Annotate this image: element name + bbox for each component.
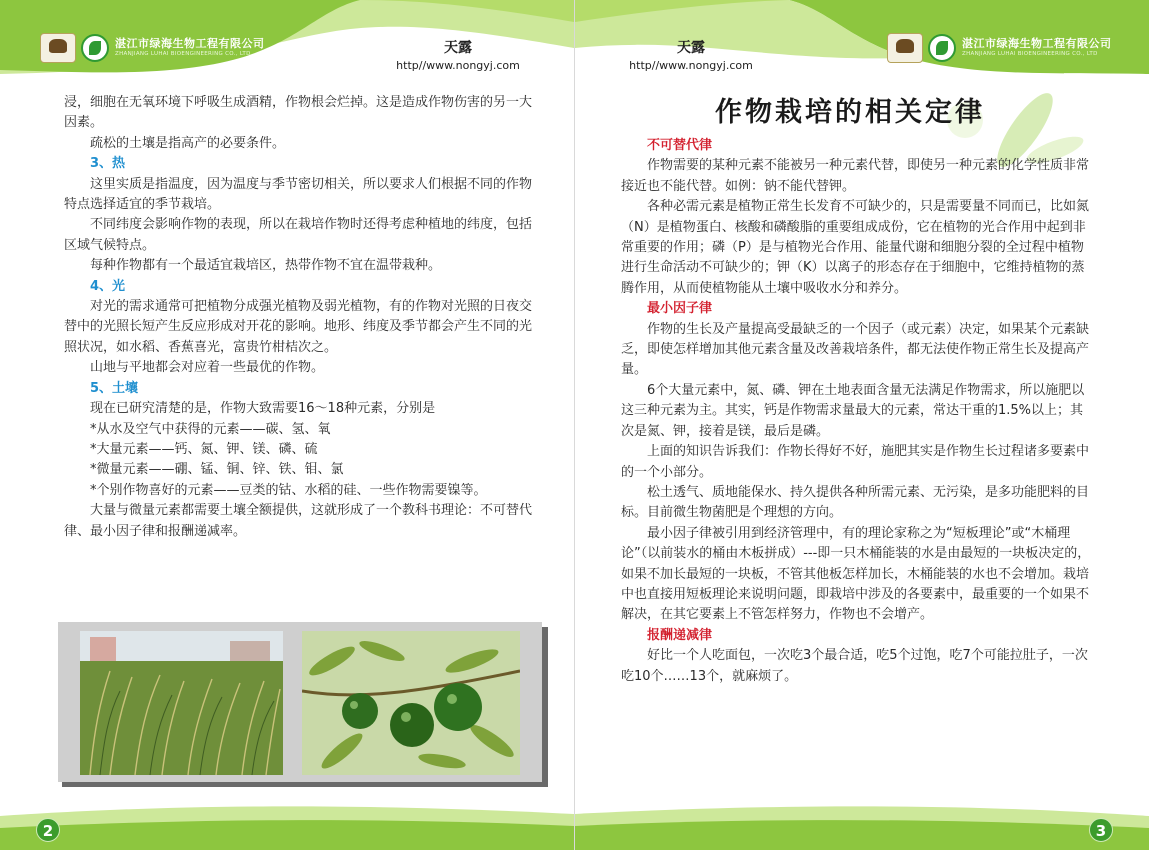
paragraph: 浸，细胞在无氧环境下呼吸生成酒精，作物根会烂掉。这是造成作物伤害的另一大因素。 — [64, 95, 533, 131]
paragraph: 最小因子律被引用到经济管理中，有的理论家称之为“短板理论”或“木桶理论”（以前装水的桶由木板拼成）---即一只木桶能装的水是由最短的一块板决定的，如果不加长最短的一块板，不管其他板怎样加长，木桶能装的水也不会增加。栽培中也直接用短板理论来说明问题，即栽培中涉及的各要素中，最重要的一个如果不解决，在其它要素上不管怎样努力，作物也不会增产。 — [621, 525, 1091, 623]
section-heading: 3、热 — [90, 156, 126, 172]
right-page-body — [621, 136, 1095, 687]
citrus-branch-photo — [302, 631, 520, 775]
paragraph: 山地与平地都会对应着一些最优的作物。 — [90, 360, 325, 376]
paragraph: 大量与微量元素都需要土壤全额提供，这就形成了一个教科书理论：不可替代律、最小因子律和报酬递减率。 — [64, 503, 533, 539]
section-heading: 不可替代律 — [647, 138, 713, 153]
section-heading: 报酬递减律 — [647, 627, 713, 643]
left-page — [0, 0, 574, 850]
left-page-body — [64, 93, 538, 542]
site-url: http//www.nongyj.com — [396, 59, 520, 72]
right-footer — [575, 790, 1149, 850]
right-header — [575, 0, 1149, 88]
paragraph: 对光的需求通常可把植物分成强光植物及弱光植物，有的作物对光照的日夜交替中的光照长短产生反应形成对开花的影响。地形、纬度及季节都会产生不同的光照状况，如水稻、香蕉喜光，富贵竹柑桔次之。 — [64, 299, 533, 355]
page-number-badge-right: 3 — [1089, 818, 1113, 842]
green-leaf-logo-icon — [81, 34, 109, 62]
company-brand — [40, 33, 265, 63]
paragraph: 6个大量元素中，氮、磷、钾在土地表面含量无法满足作物需求，所以施肥以这三种元素为主。其实，钙是作物需求量最大的元素，常达干重的1.5%以上；其次是氮、钾，接着是镁，最后是磷。 — [621, 382, 1085, 439]
paragraph: 这里实质是指温度，因为温度与季节密切相关，所以要求人们根据不同的作物特点选择适宜的季节栽培。 — [64, 176, 533, 213]
paragraph: 上面的知识告诉我们：作物长得好不好，施肥其实是作物生长过程诸多要素中的一个小部分。 — [621, 444, 1090, 480]
site-info — [378, 37, 538, 72]
paragraph: *大量元素——钙、氮、钾、镁、磷、硫 — [90, 441, 318, 457]
mascot-logo-icon — [40, 33, 76, 63]
company-name-en: ZHANJIANG LUHAI BIOENGINEERING CO., LTD — [115, 51, 251, 58]
left-header — [0, 0, 574, 88]
site-title-right: 天露 — [677, 40, 705, 56]
green-leaf-logo-icon — [928, 34, 956, 62]
paragraph: 不同纬度会影响作物的表现，所以在栽培作物时还得考虑种植地的纬度，包括区域气候特点。 — [64, 217, 533, 253]
paragraph: 好比一个人吃面包，一次吃3个最合适，吃5个过饱，吃7个可能拉肚子，一次吃10个……13个，就麻烦了。 — [621, 648, 1088, 684]
section-heading: 最小因子律 — [647, 301, 713, 317]
company-name-cn: 湛江市绿海生物工程有限公司 — [115, 37, 265, 51]
company-name-en-right: ZHANJIANG LUHAI BIOENGINEERING CO., LTD — [962, 51, 1098, 58]
site-title: 天露 — [444, 40, 472, 56]
paragraph: 每种作物都有一个最适宜栽培区，热带作物不宜在温带栽种。 — [90, 258, 442, 274]
paragraph: 现在已研究清楚的是，作物大致需要16～18种元素，分别是 — [90, 401, 436, 417]
paragraph: *从水及空气中获得的元素——碳、氢、氧 — [90, 421, 331, 437]
paragraph: 疏松的土壤是指高产的必要条件。 — [90, 135, 286, 151]
page-number-badge: 2 — [36, 818, 60, 842]
right-page — [575, 0, 1149, 850]
paragraph: 各种必需元素是植物正常生长发育不可缺少的，只是需要量不同而已，比如氮（N）是植物蛋白、核酸和磷酸脂的重要组成成份，它在植物的光合作用中起到非常重要的作用；磷（P）是与植物光合作用、能量代谢和细胞分裂的全过程中植物进行生命活动不可缺少的；钾（K）以离子的形态存在于细胞中，它维持植物的蒸腾作用，从而使植物能从土壤中吸收水分和养分。 — [621, 199, 1090, 296]
section-heading: 4、光 — [90, 278, 126, 294]
photo-strip — [58, 622, 542, 782]
rice-field-photo — [80, 631, 283, 775]
paragraph: *个别作物喜好的元素——豆类的钴、水稻的硅、一些作物需要镍等。 — [90, 482, 487, 498]
company-name-cn-right: 湛江市绿海生物工程有限公司 — [962, 37, 1112, 51]
article-title: 作物栽培的相关定律 — [715, 97, 985, 128]
paragraph: *微量元素——硼、锰、铜、锌、铁、钼、氯 — [90, 462, 344, 478]
left-footer — [0, 790, 574, 850]
company-brand-right — [887, 33, 1112, 63]
site-info-right — [611, 37, 771, 72]
section-heading: 5、土壤 — [90, 380, 139, 396]
mascot-logo-icon — [887, 33, 923, 63]
paragraph: 松土透气、质地能保水、持久提供各种所需元素、无污染，是多功能肥料的目标。目前微生物菌肥是个理想的方向。 — [621, 484, 1090, 521]
site-url-right: http//www.nongyj.com — [629, 59, 753, 72]
paragraph: 作物需要的某种元素不能被另一种元素代替，即使另一种元素的化学性质非常接近也不能代替。如例：钠不能代替钾。 — [621, 158, 1090, 194]
paragraph: 作物的生长及产量提高受最缺乏的一个因子（或元素）决定，如果某个元素缺乏，即使怎样增加其他元素含量及改善栽培条件，都无法使作物正常生长及提高产量。 — [621, 321, 1090, 378]
